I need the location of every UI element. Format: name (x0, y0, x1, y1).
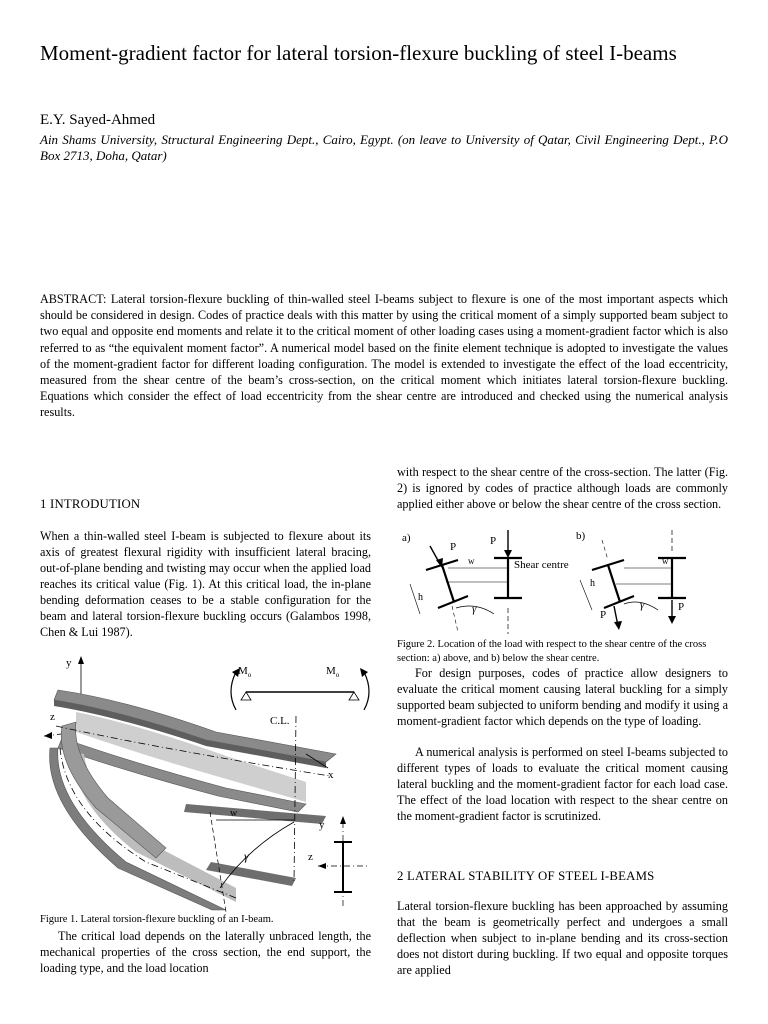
fig2-label-gamma2: γ (640, 599, 645, 611)
fig2-label-p1: P (490, 535, 497, 547)
figure-2-load-location-diagram (396, 528, 730, 636)
paper-title: Moment-gradient factor for lateral torsion-flexure buckling of steel I-beams (40, 41, 677, 65)
abstract: ABSTRACT: Lateral torsion-flexure buckling of thin-walled steel I-beams subject to flexure is one of the most important aspects which should be considered in design. Codes of practice deals with this matter by using the critical moment of a simply supported beam subject to two equal and opposite end moments and relate it to the critical moment of other loading cases using a moment-gradient factor which is also referred to as “the equivalent moment factor”. A numerical model based on the finite element technique is adopted to investigate the values of the moment-gradient factor for different loading configuration. The model is extended to investigate the effect of the load eccentricity, measured from the shear centre of the beam’s cross-section, on the critical moment which initiates lateral torsion-flexure buckling. Equations which consider the effect of load eccentricity from the shear centre are introduced and checked using the numerical analysis results. (40, 292, 728, 420)
fig1-label-y2: y (319, 819, 325, 831)
fig1-label-mo-left: $M_o$ (238, 665, 252, 679)
author-affiliation: Ain Shams University, Structural Engineering Dept., Cairo, Egypt. (on leave to University of Qatar, Civil Engineering Dept., P.O Box 2713, Doha, Qatar) (40, 132, 728, 163)
fig1-label-y: y (66, 657, 72, 669)
fig1-label-z: z (50, 711, 55, 723)
intro-paragraph-1: When a thin-walled steel I-beam is subjected to flexure about its axis of greatest flexural rigidity with insufficient lateral bracing, out-of-plane bending and twisting may occur when the applied load reaches its critical value (Fig. 1). At this critical load, the in-plane bending deformation ceases to be a stable configuration for the beam and lateral torsion-flexure buckling occurs (Galambos 1998, Chen & Lui 1987). (40, 529, 371, 639)
figure-2-caption: Figure 2. Location of the load with respect to the shear centre of the cross section: a) above, and b) below the shear centre. (397, 639, 707, 664)
fig2-label-p4: P (600, 609, 607, 621)
lateral-stability-paragraph: Lateral torsion-flexure buckling has been approached by assuming that the beam is geometrically perfect and undergoes a small deflection when subject to in-plane bending and its cross-section does not distort during buckling. If two equal and opposite torques are applied (397, 899, 728, 977)
figure-1-buckling-diagram (36, 652, 376, 912)
numerical-analysis-paragraph: A numerical analysis is performed on steel I-beams subjected to different types of loads to evaluate the critical moment causing lateral buckling and the moment-gradient factor for each load case. The effect of the load location with respect to the shear centre on the moment-gradient factor is scrutinized. (397, 745, 728, 823)
fig2-label-b: b) (576, 530, 586, 542)
fig1-label-x: x (328, 769, 334, 781)
fig1-label-z2: z (308, 851, 313, 863)
fig1-label-gamma: γ (244, 849, 249, 863)
design-paragraph: For design purposes, codes of practice allow designers to evaluate the critical moment causing lateral buckling for a simply supported beam subjected to uniform bending and modify it using a moment-gradient factor which depends on the type of loading. (397, 666, 728, 728)
fig2-label-h1: h (418, 592, 423, 603)
fig2-label-w2: w (662, 556, 669, 566)
figure-1-caption: Figure 1. Lateral torsion-flexure buckling of an I-beam. (40, 914, 274, 925)
author-name: E.Y. Sayed-Ahmed (40, 112, 156, 128)
fig2-label-gamma1: γ (472, 603, 477, 615)
fig2-label-shear-centre: Shear centre (514, 559, 569, 571)
fig2-label-w1: w (468, 556, 475, 566)
fig1-label-w: w (230, 808, 238, 819)
intro-paragraph-2: The critical load depends on the laterally unbraced length, the mechanical properties of the cross section, the end support, the loading type, and the load location (40, 929, 371, 975)
section-heading-lateral-stability: 2 LATERAL STABILITY OF STEEL I-BEAMS (397, 869, 655, 883)
fig1-label-mo-right: $M_o$ (326, 665, 340, 679)
section-heading-introduction: 1 INTRODUTION (40, 497, 141, 511)
fig1-label-cl: C.L. (270, 715, 290, 727)
fig2-label-a: a) (402, 532, 411, 544)
fig2-label-p3: P (678, 601, 685, 613)
fig2-label-h2: h (590, 578, 595, 589)
fig2-label-p2: P (450, 541, 457, 553)
intro-paragraph-continued: with respect to the shear centre of the cross-section. The latter (Fig. 2) is ignored by codes of practice although loads are commonly applied either above or below the shear centre of the cross section. (397, 465, 728, 511)
